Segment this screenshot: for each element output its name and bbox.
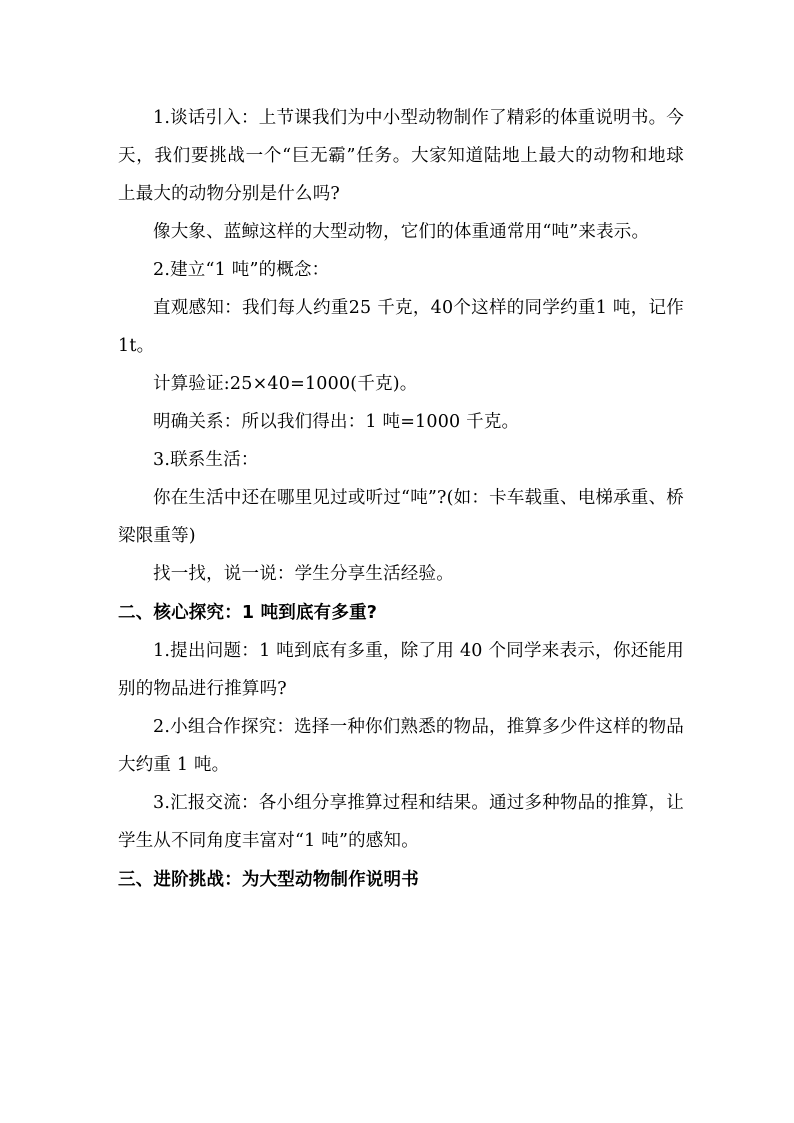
document-body	[118, 99, 684, 899]
section-2-heading: 二、核心探究：1 吨到底有多重?	[118, 603, 378, 623]
section-2-paragraph-3: 3.汇报交流：各小组分享推算过程和结果。通过多种物品的推算，让学生从不同角度丰富对“1 吨”的感知。	[118, 793, 684, 851]
intro-paragraph-7: 3.联系生活：	[153, 450, 259, 470]
section-3-heading: 三、进阶挑战：为大型动物制作说明书	[118, 870, 419, 890]
section-2-paragraph-1: 1.提出问题：1 吨到底有多重，除了用 40 个同学来表示，你还能用别的物品进行推算吗?	[118, 641, 684, 699]
section-2-paragraph-2: 2.小组合作探究：选择一种你们熟悉的物品，推算多少件这样的物品大约重 1 吨。	[118, 717, 684, 775]
intro-paragraph-1: 1.谈话引入：上节课我们为中小型动物制作了精彩的体重说明书。今天，我们要挑战一个“巨无霸”任务。大家知道陆地上最大的动物和地球上最大的动物分别是什么吗?	[118, 108, 684, 204]
intro-paragraph-3: 2.建立“1 吨”的概念：	[153, 260, 330, 280]
intro-paragraph-4: 直观感知：我们每人约重25 千克，40个这样的同学约重1 吨，记作 1t。	[118, 298, 684, 356]
intro-paragraph-9: 找一找，说一说：学生分享生活经验。	[153, 564, 454, 584]
intro-paragraph-5: 计算验证:25×40=1000(千克)。	[153, 374, 418, 394]
intro-paragraph-6: 明确关系：所以我们得出：1 吨=1000 千克。	[153, 412, 520, 432]
intro-paragraph-8: 你在生活中还在哪里见过或听过“吨”?(如：卡车载重、电梯承重、桥梁限重等)	[118, 488, 684, 546]
intro-paragraph-2: 像大象、蓝鲸这样的大型动物，它们的体重通常用“吨”来表示。	[153, 222, 650, 242]
